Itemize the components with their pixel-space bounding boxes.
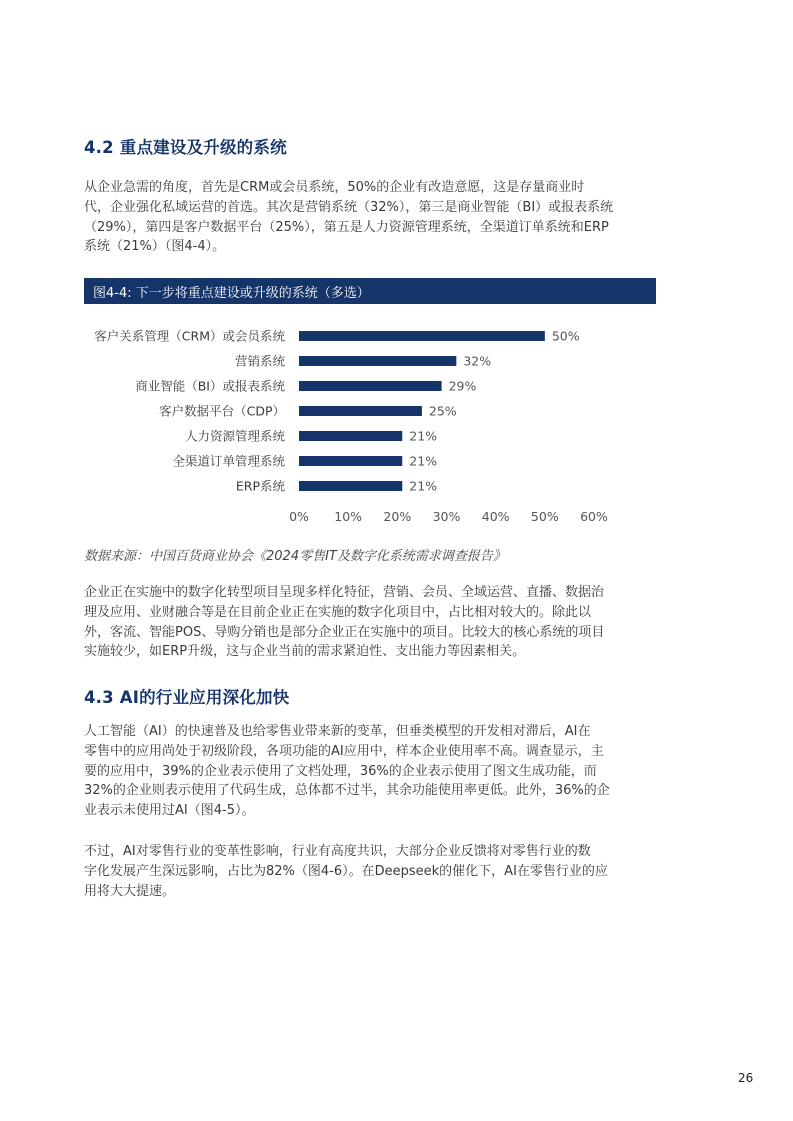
category-label: ERP系统 bbox=[235, 478, 285, 494]
section-4-2-paragraph bbox=[84, 178, 664, 257]
text-line: 业表示未使用过AI（图4-5）。 bbox=[84, 803, 255, 819]
text-line: 不过，AI对零售行业的变革性影响，行业有高度共识，大部分企业反馈将对零售行业的数 bbox=[84, 844, 591, 859]
bar-chart bbox=[84, 316, 644, 531]
data-label: 21% bbox=[409, 478, 438, 494]
body-paragraph-1 bbox=[84, 583, 664, 662]
bar bbox=[299, 356, 456, 366]
section-4-3-paragraph-2 bbox=[84, 842, 664, 901]
x-tick-label: 50% bbox=[530, 509, 559, 524]
bar bbox=[299, 456, 402, 466]
figure-source: 数据来源：中国百货商业协会《2024零售IT及数字化系统需求调查报告》 bbox=[84, 549, 506, 564]
bar bbox=[299, 431, 402, 441]
x-tick-label: 20% bbox=[383, 509, 412, 524]
data-label: 29% bbox=[448, 378, 477, 394]
x-tick-label: 60% bbox=[580, 509, 608, 524]
data-label: 21% bbox=[409, 453, 438, 469]
text-line: 系统（21%）（图4-4）。 bbox=[84, 239, 226, 255]
section-heading-4-2: 4.2 重点建设及升级的系统 bbox=[84, 138, 287, 157]
text-line: 要的应用中，39%的企业表示使用了文档处理，36%的企业表示使用了图文生成功能，而 bbox=[84, 763, 597, 779]
section-heading-4-3: 4.3 AI的行业应用深化加快 bbox=[84, 688, 290, 707]
bar bbox=[299, 331, 545, 341]
text-line: 理及应用、业财融合等是在目前企业正在实施的数字化项目中，占比相对较大的。除此以 bbox=[84, 604, 592, 620]
text-line: 企业正在实施中的数字化转型项目呈现多样化特征，营销、会员、全域运营、直播、数据治 bbox=[84, 585, 605, 600]
data-label: 25% bbox=[428, 403, 457, 419]
bar bbox=[299, 406, 422, 416]
text-line: 用将大大提速。 bbox=[84, 883, 176, 899]
data-label: 50% bbox=[551, 328, 580, 344]
x-tick-label: 10% bbox=[334, 509, 363, 524]
page-number: 26 bbox=[738, 1071, 754, 1085]
bar bbox=[299, 381, 442, 391]
text-line: 外，客流、智能POS、导购分销也是部分企业正在实施中的项目。比较大的核心系统的项目 bbox=[84, 624, 605, 640]
text-line: 人工智能（AI）的快速普及也给零售业带来新的变革，但垂类模型的开发相对滞后，AI在 bbox=[84, 724, 591, 739]
x-tick-label: 30% bbox=[432, 509, 461, 524]
bar bbox=[299, 481, 402, 491]
category-label: 人力资源管理系统 bbox=[184, 428, 285, 444]
x-tick-label: 0% bbox=[289, 509, 309, 524]
text-line: 零售中的应用尚处于初级阶段，各项功能的AI应用中，样本企业使用率不高。调查显示，主 bbox=[84, 743, 604, 759]
text-line: 代，企业强化私域运营的首选。其次是营销系统（32%），第三是商业智能（BI）或报表系统 bbox=[84, 199, 614, 215]
figure-title: 图4-4: 下一步将重点建设或升级的系统（多选） bbox=[93, 286, 370, 301]
category-label: 全渠道订单管理系统 bbox=[172, 453, 285, 469]
figure-title-bar bbox=[84, 278, 656, 304]
text-line: 字化发展产生深远影响，占比为82%（图4-6）。在Deepseek的催化下，AI在零售行业的应 bbox=[84, 863, 608, 879]
category-label: 商业智能（BI）或报表系统 bbox=[135, 378, 285, 394]
text-line: （29%），第四是客户数据平台（25%），第五是人力资源管理系统，全渠道订单系统和ERP bbox=[84, 219, 609, 235]
section-4-3-paragraph-1 bbox=[84, 722, 664, 821]
data-label: 32% bbox=[463, 353, 492, 369]
category-label: 营销系统 bbox=[234, 353, 285, 369]
data-label: 21% bbox=[409, 428, 438, 444]
category-label: 客户关系管理（CRM）或会员系统 bbox=[94, 328, 285, 344]
x-tick-label: 40% bbox=[481, 509, 510, 524]
text-line: 32%的企业则表示使用了代码生成，总体都不过半，其余功能使用率更低。此外，36%的企 bbox=[84, 783, 610, 799]
text-line: 从企业急需的角度，首先是CRM或会员系统，50%的企业有改造意愿，这是存量商业时 bbox=[84, 180, 585, 195]
category-label: 客户数据平台（CDP） bbox=[159, 403, 285, 419]
text-line: 实施较少，如ERP升级，这与企业当前的需求紧迫性、支出能力等因素相关。 bbox=[84, 644, 526, 660]
